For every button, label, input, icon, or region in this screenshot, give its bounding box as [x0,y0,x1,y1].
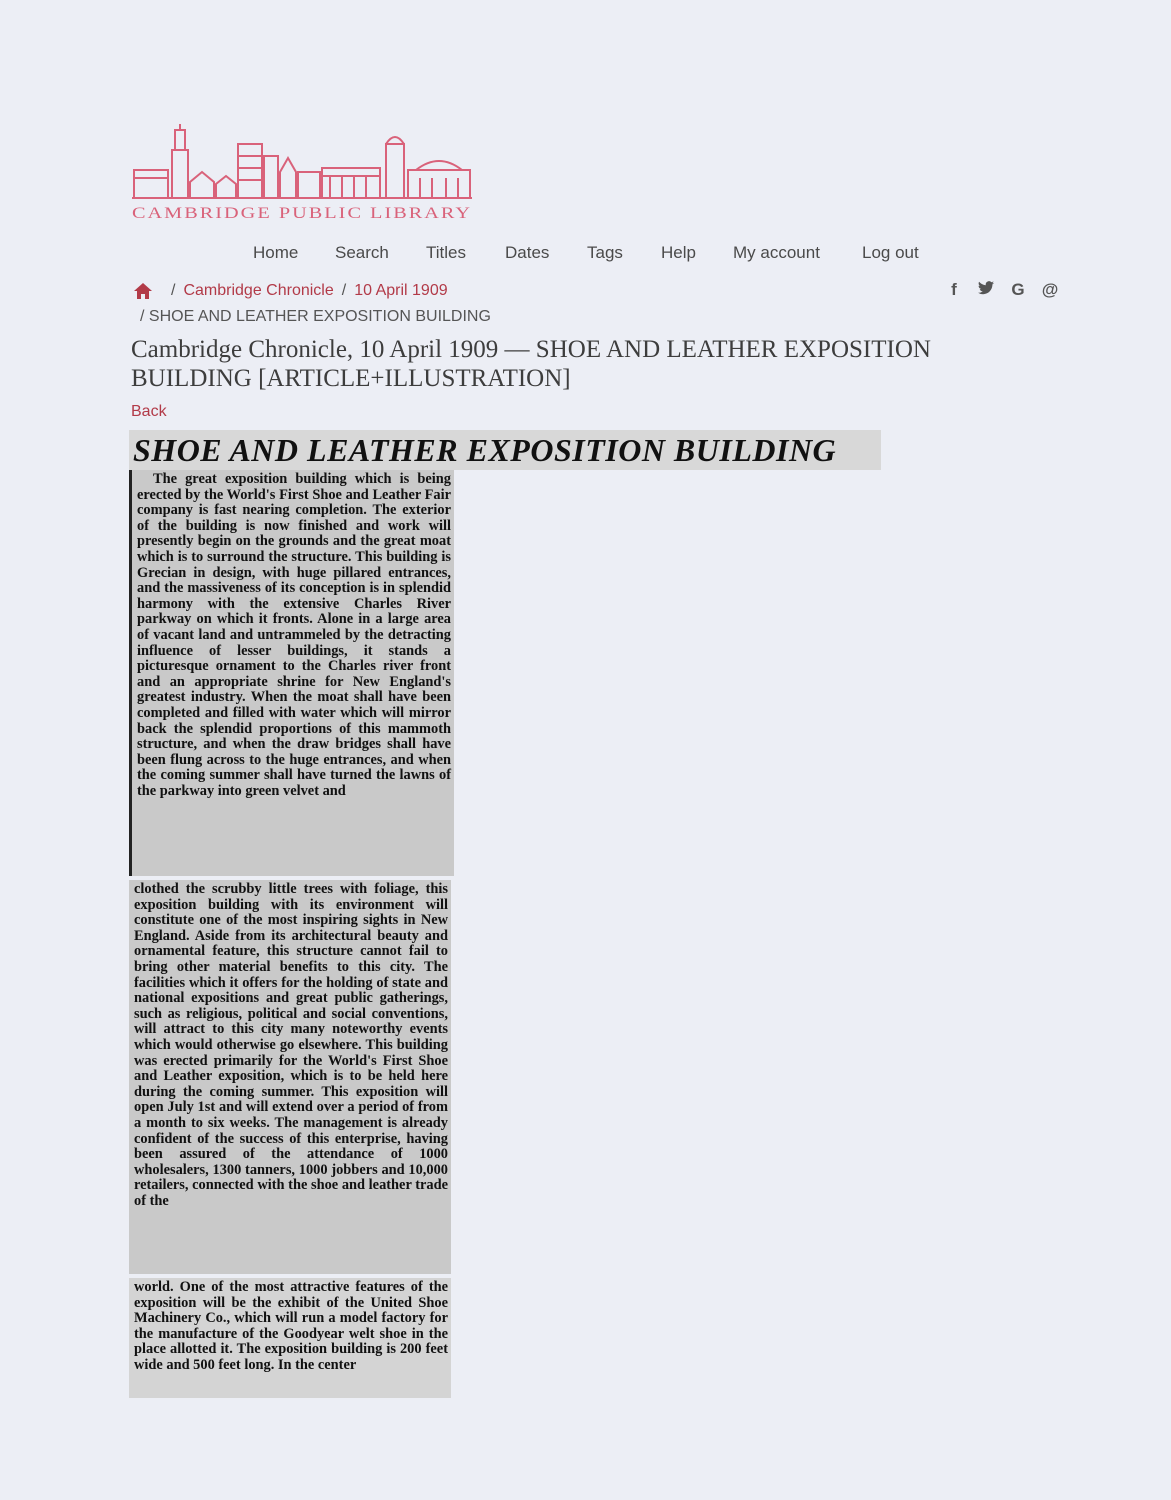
page-title: Cambridge Chronicle, 10 April 1909 — SHOE AND LEATHER EXPOSITION BUILDING [ARTICLE+ILLUSTRATION] [131,336,931,392]
house-icon[interactable] [133,281,153,301]
facebook-icon[interactable]: f [951,280,957,299]
share-links [945,280,1059,300]
breadcrumb-separator: / [171,282,176,299]
clipping-column-1 [129,470,454,876]
breadcrumb-separator: / [341,282,347,299]
nav-help[interactable]: Help [661,243,696,262]
nav-dates[interactable]: Dates [505,243,550,262]
clipping-column-3 [129,1278,451,1398]
library-logo-text: CAMBRIDGE PUBLIC LIBRARY [132,205,472,222]
email-icon[interactable]: @ [1041,280,1059,299]
nav-titles[interactable]: Titles [426,243,466,262]
clipping-column-2 [129,880,451,1274]
nav-tags[interactable]: Tags [587,243,623,262]
library-logo[interactable] [130,122,475,222]
clipping-text-3: world. One of the most attractive features of the exposition will be the exhibit of the United Shoe Machinery Co., which will run a model factory for the manufacture of the Goodyear welt shoe in the place allotted it. The exposition building is 200 feet wide and 500 feet long. In the center [134,1279,448,1373]
clipping-headline: SHOE AND LEATHER EXPOSITION BUILDING [133,432,837,468]
nav-search[interactable]: Search [335,243,389,262]
nav-my-account[interactable]: My account [733,243,820,262]
breadcrumb-article: SHOE AND LEATHER EXPOSITION BUILDING [148,308,491,325]
library-skyline-icon [130,122,475,222]
nav-home[interactable]: Home [253,243,299,262]
clipping-text-1: The great exposition building which is being erected by the World's First Shoe and Leather Fair company is fast nearing completion. The exterior of the building is now finished and work will presently begin on the grounds and the great moat which is to surround the structure. This building is Grecian in design, with huge pillared entrances, and the massiveness of its conception is in splendid harmony with the extensive Charles River parkway on which it fronts. Alone in a large area of vacant land and untrammeled by the detracting influence of lesser buildings, it stands a picturesque ornament to the Charles river front and an appropriate shrine for New England's greatest industry. When the moat shall have been completed and filled with water which will mirror back the splendid proportions of this mammoth structure, and when the draw bridges shall have been flung across to the huge entrances, and when the coming summer shall have turned the lawns of the parkway into green velvet and [137,471,451,799]
breadcrumb-publication[interactable]: Cambridge Chronicle [183,282,334,299]
nav-log-out[interactable]: Log out [862,243,919,262]
google-icon[interactable]: G [1011,280,1025,299]
clipping-text-2: clothed the scrubby little trees with foliage, this exposition building with its environment will constitute one of the most inspiring sights in New England. Aside from its architectural beauty and ornamental feature, this structure cannot fail to bring other material benefits to this city. The facilities which it offers for the holding of state and national expositions and great public gatherings, such as religious, political and social conventions, will attract to this city many noteworthy events which would otherwise go elsewhere. This building was erected primarily for the World's First Shoe and Leather exposition, which is to be held here during the coming summer. This exposition will open July 1st and will extend over a period of from a month to six weeks. The management is already confident of the success of this enterprise, having been assured of the attendance of 1000 wholesalers, 1300 tanners, 1000 jobbers and 10,000 retailers, connected with the shoe and leather trade of the [134,881,448,1209]
twitter-icon[interactable] [977,280,995,300]
breadcrumb [133,281,491,326]
back-link[interactable]: Back [131,403,167,420]
breadcrumb-date[interactable]: 10 April 1909 [354,282,448,299]
breadcrumb-separator: / [140,308,145,325]
